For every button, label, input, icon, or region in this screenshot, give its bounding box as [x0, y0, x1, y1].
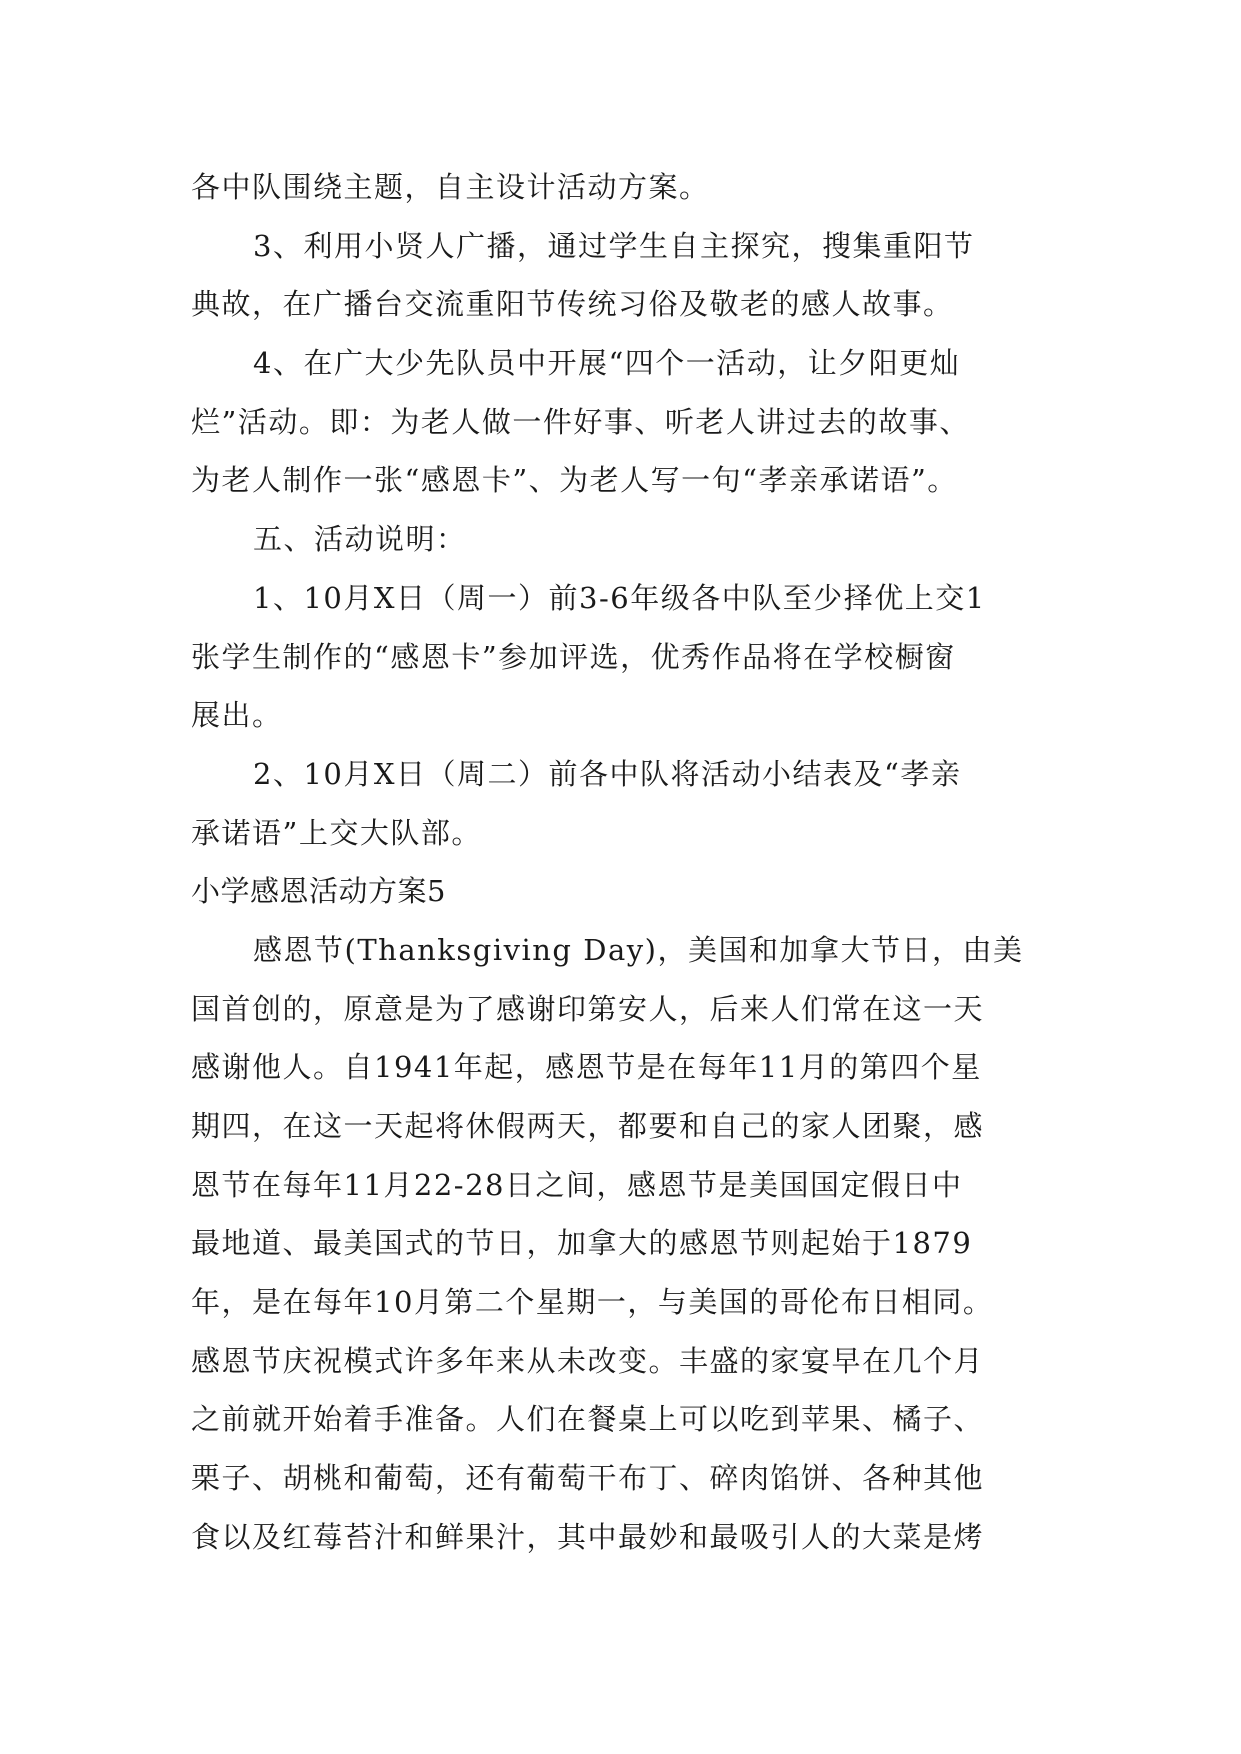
document-body — [191, 158, 1061, 1567]
text-line: 1、10月X日（周一）前3-6年级各中队至少择优上交1 — [253, 580, 986, 615]
text-line: 感恩节(Thanksgiving Day)，美国和加拿大节日，由美 — [253, 932, 1024, 967]
text-line: 感恩节庆祝模式许多年来从未改变。丰盛的家宴早在几个月 — [191, 1343, 985, 1378]
text-line: 期四，在这一天起将休假两天，都要和自己的家人团聚，感 — [191, 1109, 985, 1143]
text-line: 最地道、最美国式的节日，加拿大的感恩节则起始于1879 — [191, 1226, 973, 1261]
text-line: 恩节在每年11月22-28日之间，感恩节是美国国定假日中 — [191, 1167, 963, 1202]
text-line: 典故，在广播台交流重阳节传统习俗及敬老的感人故事。 — [191, 287, 954, 322]
document-title: 小学感恩活动方案5 — [191, 874, 446, 909]
text-line: 食以及红莓苔汁和鲜果汁，其中最妙和最吸引人的大菜是烤 — [191, 1519, 985, 1554]
text-line: 4、在广大少先队员中开展“四个一活动，让夕阳更灿 — [253, 346, 961, 381]
text-line: 展出。 — [191, 698, 283, 733]
text-line: 烂”活动。即：为老人做一件好事、听老人讲过去的故事、 — [191, 404, 970, 439]
text-line: 2、10月X日（周二）前各中队将活动小结表及“孝亲 — [253, 756, 962, 791]
text-line: 张学生制作的“感恩卡”参加评选，优秀作品将在学校橱窗 — [191, 639, 956, 674]
text-line: 感谢他人。自1941年起，感恩节是在每年11月的第四个星 — [191, 1050, 982, 1085]
section-heading: 五、活动说明： — [253, 522, 467, 557]
text-line: 3、利用小贤人广播，通过学生自主探究，搜集重阳节 — [253, 228, 975, 263]
text-line: 承诺语”上交大队部。 — [191, 815, 482, 850]
text-line: 年，是在每年10月第二个星期一，与美国的哥伦布日相同。 — [191, 1285, 994, 1320]
text-line: 为老人制作一张“感恩卡”、为老人写一句“孝亲承诺语”。 — [191, 463, 958, 498]
text-line: 之前就开始着手准备。人们在餐桌上可以吃到苹果、橘子、 — [191, 1402, 985, 1437]
text-line: 国首创的，原意是为了感谢印第安人，后来人们常在这一天 — [191, 991, 985, 1026]
text-line: 栗子、胡桃和葡萄，还有葡萄干布丁、碎肉馅饼、各种其他 — [191, 1461, 985, 1496]
text-line: 各中队围绕主题，自主设计活动方案。 — [191, 170, 710, 204]
